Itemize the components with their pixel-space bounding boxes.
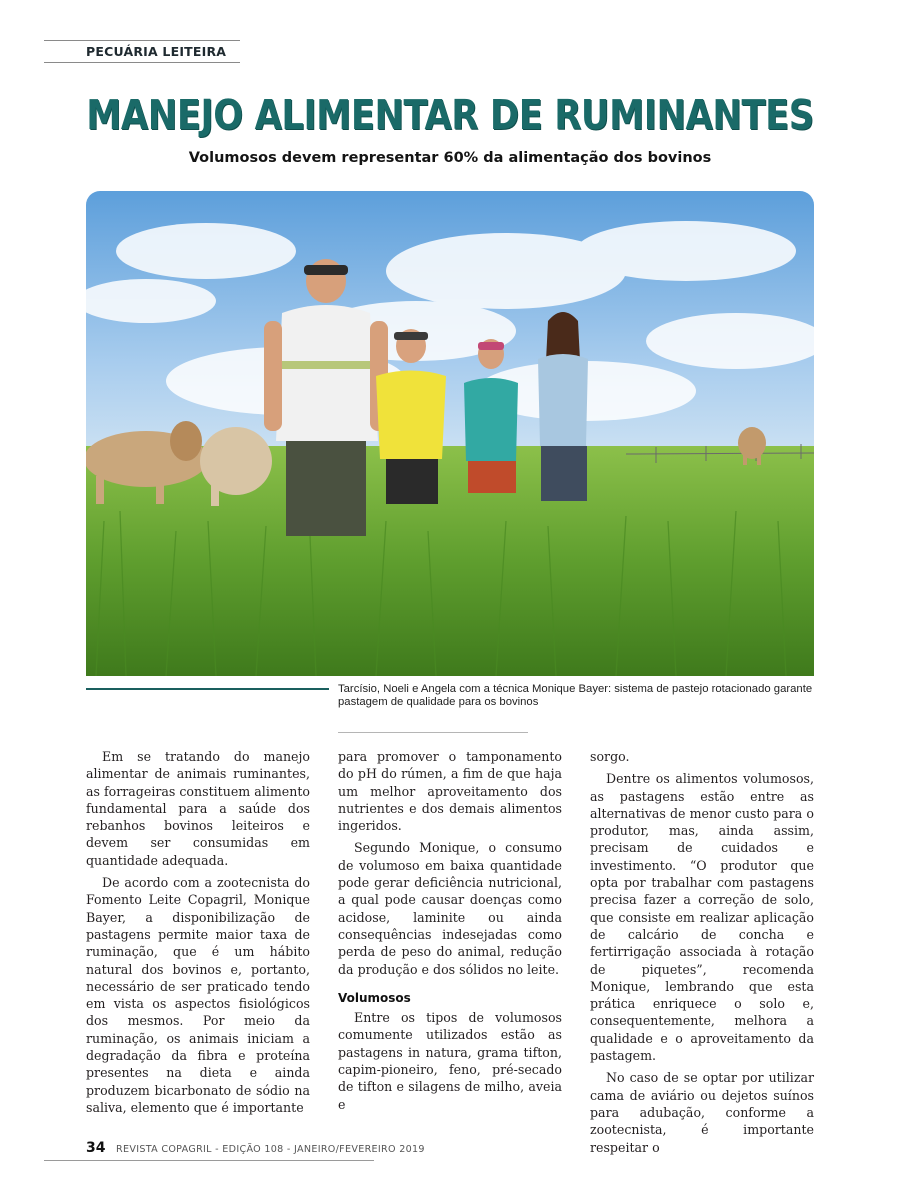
paragraph: De acordo com a zootecnista do Fomento Leite Copagril, Monique Bayer, a disponibilização de pastagens permite maior taxa de ruminação, que é um hábito natural dos bovinos e, portanto, necessário de ser praticado tendo em vista os aspectos fisiológicos dos mesmos. Por meio da ruminação, os animais iniciam a degradação da fibra e proteína presentes na dieta e ainda produzem bicarbonato de sódio na saliva, elemento que é importante: [86, 875, 310, 1115]
section-label: PECUÁRIA LEITEIRA: [86, 44, 227, 59]
paragraph: Segundo Monique, o consumo de volumoso em baixa quantidade pode gerar deficiência nutricional, a qual pode causar doenças como acidose, laminite ou ainda consequências indesejadas como perda de peso do animal, redução da produção e dos sólidos no leite.: [338, 840, 562, 977]
paragraph: Dentre os alimentos volumosos, as pastagens estão entre as alternativas de menor custo para o produtor, mas, ainda assim, precisam de cuidados e investimento. “O produtor que opta por trabalhar com pastagens precisa fazer a correção de solo, que consiste em realizar aplicação de calcário de concha e fertirrigação associada à rotação de piquetes”, recomenda Monique, lembrando que esta prática enriquece o solo e, consequentemente, melhora a qualidade e o aproveitamento da pastagem.: [590, 771, 814, 1064]
section-heading: Volumosos: [338, 990, 411, 1005]
paragraph: Entre os tipos de volumosos comumente utilizados estão as pastagens in natura, grama tifton, capim-pioneiro, feno, pré-secado de tifton e silagens de milho, aveia e: [338, 1010, 562, 1112]
farm-photo-illustration: [86, 191, 814, 676]
footer-rule: [44, 1160, 374, 1161]
photo-caption: Tarcísio, Noeli e Angela com a técnica Monique Bayer: sistema de pastejo rotacionado garante pastagem de qualidade para os bovinos: [338, 683, 813, 709]
section-rule-bottom: [44, 62, 240, 63]
paragraph: Em se tratando do manejo alimentar de animais ruminantes, as forrageiras constituem alimento fundamental para a saúde dos rebanhos bovinos leiteiros e devem ser consumidas em quantidade adequada.: [86, 749, 310, 868]
article-subtitle: Volumosos devem representar 60% da alimentação dos bovinos: [188, 150, 712, 166]
article-column-2: [338, 748, 562, 1118]
paragraph: No caso de se optar por utilizar cama de aviário ou dejetos suínos para adubação, conforme a zootecnista, é importante respeitar o: [590, 1070, 814, 1155]
paragraph: para promover o tamponamento do pH do rúmen, a fim de que haja um melhor aproveitamento dos nutrientes e dos demais alimentos ingeridos.: [338, 749, 562, 834]
magazine-info: REVISTA COPAGRIL - EDIÇÃO 108 - JANEIRO/FEVEREIRO 2019: [116, 1144, 425, 1155]
article-photo: [86, 191, 814, 676]
article-title: MANEJO ALIMENTAR DE RUMINANTES: [86, 91, 814, 139]
article-column-3: [590, 748, 814, 1161]
section-rule-top: [44, 40, 240, 41]
caption-rule: [86, 688, 329, 690]
paragraph: sorgo.: [590, 749, 630, 764]
pasture: [86, 446, 814, 676]
page-number: 34: [86, 1140, 106, 1156]
article-column-1: [86, 748, 310, 1121]
column-divider: [338, 732, 528, 733]
